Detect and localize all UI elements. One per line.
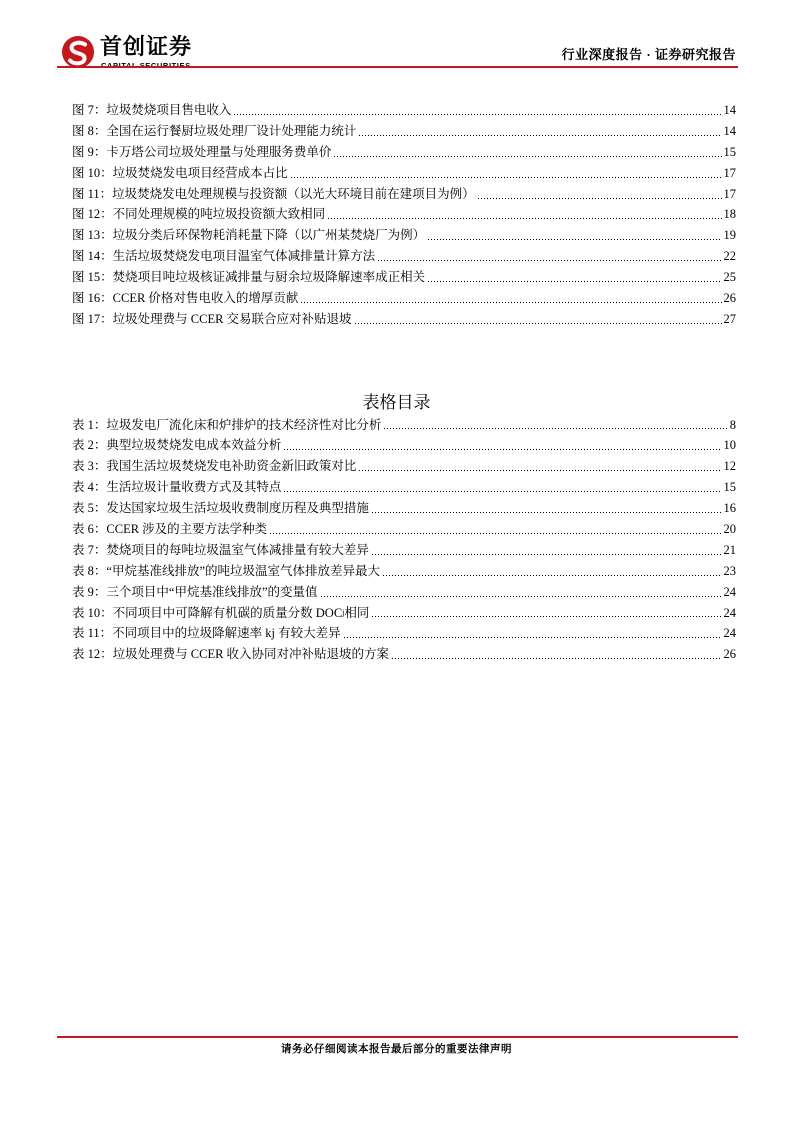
table-entry-page-number: 21 [723,542,736,557]
figure-entry-title: 不同处理规模的吨垃圾投资额大致相同 [112,207,326,222]
figure-entry[interactable] [72,121,736,142]
dot-leader [270,533,721,534]
dot-leader [321,596,722,597]
table-entry-page-number: 23 [723,563,736,578]
figure-entry-label: 图 10： [72,165,113,180]
capital-securities-logo-icon [60,34,96,70]
table-entry-page-number: 20 [723,521,736,536]
figure-entry-page-number: 18 [723,207,736,222]
figure-entry-page-number: 14 [723,103,736,117]
figure-entry-page-number: 17 [723,186,736,201]
table-entry[interactable] [72,582,736,603]
figure-entry-title: 垃圾焚烧发电项目经营成本占比 [112,165,288,180]
table-entry-title: 垃圾处理费与 CCER 收入协同对冲补贴退坡的方案 [112,647,390,662]
table-entry-label: 表 12： [72,647,113,662]
table-entry-label: 表 7： [72,542,107,557]
figure-entry-title: 垃圾焚烧项目售电收入 [106,103,232,117]
table-entry-page-number: 24 [723,626,736,641]
dot-leader [378,260,721,261]
table-entry-label: 表 4： [72,480,107,495]
table-entry-title: 发达国家垃圾生活垃圾收费制度历程及典型措施 [106,501,369,516]
figure-entry-title: 垃圾焚烧发电处理规模与投资额（以光大环境目前在建项目为例） [112,186,475,201]
figure-entry[interactable] [72,163,736,184]
figure-entry-label: 图 12： [72,207,113,222]
table-entry[interactable] [72,415,736,436]
figure-entry-label: 图 17： [72,311,113,326]
table-list [72,415,736,666]
table-entry[interactable] [72,540,736,561]
header-rule [57,66,738,68]
dot-leader [384,428,727,429]
table-entry-page-number: 24 [723,584,736,599]
figure-entry[interactable] [72,309,736,330]
table-entry[interactable] [72,477,736,498]
figure-entry[interactable] [72,142,736,163]
dot-leader [383,575,722,576]
table-entry-page-number: 16 [723,501,736,516]
figure-entry-page-number: 19 [723,228,736,243]
figure-entry-page-number: 27 [723,311,736,326]
table-entry-label: 表 9： [72,584,107,599]
figure-entry-label: 图 9： [72,144,107,159]
table-entry-page-number: 8 [729,417,736,432]
figure-entry-label: 图 15： [72,270,113,285]
dot-leader [372,512,722,513]
figure-entry-label: 图 7： [72,103,107,117]
figure-entry-page-number: 25 [723,270,736,285]
footer-rule [57,1036,738,1038]
figure-entry-label: 图 11： [72,186,113,201]
table-entry-title: CCER 涉及的主要方法学种类 [106,521,268,536]
dot-leader [359,470,721,471]
table-entry-page-number: 12 [723,459,736,474]
figure-entry-page-number: 22 [723,249,736,264]
figure-entry-title: 焚烧项目吨垃圾核证减排量与厨余垃圾降解速率成正相关 [112,270,426,285]
table-entry[interactable] [72,603,736,624]
figure-entry-label: 图 14： [72,249,113,264]
figure-list [72,100,736,330]
table-entry-page-number: 15 [723,480,736,495]
figure-entry-label: 图 8： [72,123,107,138]
table-entry-page-number: 26 [723,647,736,662]
report-type-label: 行业深度报告 · 证券研究报告 [561,47,736,62]
figure-entry-title: CCER 价格对售电收入的增厚贡献 [112,291,299,306]
table-entry-title: 三个项目中“甲烷基准线排放”的变量值 [106,584,318,599]
table-entry-title: 典型垃圾焚烧发电成本效益分析 [106,438,282,453]
dot-leader [328,218,721,219]
dot-leader [234,114,721,115]
figure-entry-label: 图 13： [72,228,113,243]
dot-leader [355,323,722,324]
table-entry-label: 表 10： [72,605,113,620]
figure-entry[interactable] [72,246,736,267]
table-entry-label: 表 3： [72,459,107,474]
table-entry-title: 不同项目中可降解有机碳的质量分数 DOC [112,605,343,620]
figure-entry-page-number: 15 [723,144,736,159]
figure-entry-page-number: 26 [723,291,736,306]
figure-entry[interactable] [72,184,736,205]
dot-leader [344,637,722,638]
table-entry[interactable] [72,644,736,665]
table-entry-title: 我国生活垃圾焚烧发电补助资金新旧政策对比 [106,459,357,474]
table-entry-title: “甲烷基准线排放”的吨垃圾温室气体排放差异最大 [106,563,380,578]
table-entry-label: 表 2： [72,438,107,453]
dot-leader [284,449,721,450]
table-entry[interactable] [72,561,736,582]
table-entry-label: 表 5： [72,501,107,516]
dot-leader [334,156,721,157]
figure-entry-page-number: 14 [723,123,736,138]
dot-leader [284,491,721,492]
table-entry-label: 表 8： [72,563,107,578]
table-entry-title: 焚烧项目的每吨垃圾温室气体减排量有较大差异 [106,542,369,557]
dot-leader [301,302,721,303]
figure-entry[interactable] [72,204,736,225]
figure-entry-title: 卡万塔公司垃圾处理量与处理服务费单价 [106,144,332,159]
table-entry-title: 生活垃圾计量收费方式及其特点 [106,480,282,495]
dot-leader [428,239,721,240]
figure-entry[interactable] [72,267,736,288]
dot-leader [372,616,721,617]
figure-entry-page-number: 17 [723,165,736,180]
figure-entry[interactable] [72,225,736,246]
table-entry[interactable] [72,623,736,644]
dot-leader [359,135,721,136]
figure-entry-title: 生活垃圾焚烧发电项目温室气体减排量计算方法 [112,249,376,264]
dot-leader [428,281,721,282]
logo-chinese-name: 首创证券 [100,35,193,60]
table-list-heading: 表格目录 [362,393,431,412]
dot-leader [372,554,722,555]
table-entry-label: 表 11： [72,626,113,641]
figure-entry-title: 全国在运行餐厨垃圾处理厂设计处理能力统计 [106,123,357,138]
legal-disclaimer: 请务必仔细阅读本报告最后部分的重要法律声明 [281,1044,512,1055]
table-entry[interactable] [72,498,736,519]
table-entry-label: 表 1： [72,417,107,432]
figure-entry[interactable] [72,288,736,309]
dot-leader [291,177,722,178]
table-entry[interactable] [72,435,736,456]
table-entry-page-number: 24 [723,605,736,620]
table-entry-title-subscript: j [342,607,345,617]
table-entry-title: 不同项目中的垃圾降解速率 kj 有较大差异 [112,626,341,641]
table-entry-title-tail: 相同 [344,605,370,620]
figure-entry-title: 垃圾处理费与 CCER 交易联合应对补贴退坡 [112,311,352,326]
dot-leader [478,198,722,199]
table-entry-title: 垃圾发电厂流化床和炉排炉的技术经济性对比分析 [106,417,382,432]
table-entry-page-number: 10 [723,438,736,453]
table-entry-label: 表 6： [72,521,107,536]
dot-leader [392,658,721,659]
table-entry[interactable] [72,456,736,477]
figure-entry-title: 垃圾分类后环保物耗消耗量下降（以广州某焚烧厂为例） [112,228,426,243]
figure-entry[interactable] [72,100,736,121]
table-entry[interactable] [72,519,736,540]
figure-entry-label: 图 16： [72,291,113,306]
